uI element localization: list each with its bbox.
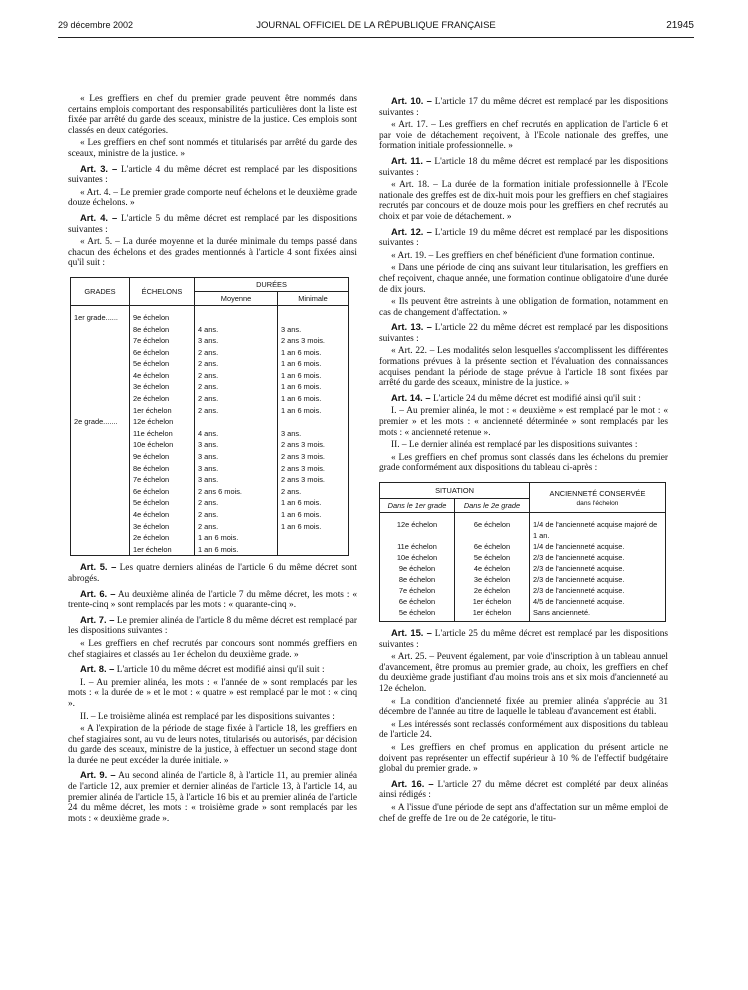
article-label: Art. 9. – [80,769,116,781]
article-4 [68,213,357,235]
article-label: Art. 14. – [391,391,431,403]
article-text: Au deuxième alinéa de l'article 7 du même décret, les mots : « trente-cinq » sont remplacés par les mots : « quarante-cinq ». [68,589,357,611]
left-column [68,94,357,826]
header-title: JOURNAL OFFICIEL DE LA RÉPUBLIQUE FRANÇAISE [256,20,496,31]
table-cell: 1 an 6 mois. [278,370,349,382]
table-cell [71,497,130,509]
table-row [71,497,349,509]
table-cell: 8e échelon [130,324,195,336]
table-cell: 1er échelon [130,405,195,417]
table-cell: 2 ans. [195,381,278,393]
quote: « Les greffiers en chef recrutés par concours sont nommés greffiers en chef stagiaires et classés au 1er échelon du deuxième grade. » [68,638,357,660]
table-cell: 6e échelon [455,541,530,552]
table-cell: 2e grade....... [71,416,130,428]
article-text: Le premier alinéa de l'article 8 du même décret est remplacé par les dispositions suivantes : [68,615,358,637]
anciennete-title: ANCIENNETÉ CONSERVÉE [549,488,646,498]
table-cell: 1 an 6 mois. [278,347,349,359]
table-cell: 9e échelon [130,451,195,463]
table-cell: 12e échelon [380,519,455,541]
col-header-minimale: Minimale [278,291,349,305]
table-cell: 2 ans. [195,393,278,405]
table-cell: 1 an 6 mois. [278,358,349,370]
article-9 [68,770,357,824]
table-row [71,324,349,336]
table-cell: 2 ans. [195,358,278,370]
article-text: L'article 24 du même décret est modifié ainsi qu'il suit : [432,393,641,404]
table-cell: 11e échelon [130,428,195,440]
table-cell: 2 ans. [195,497,278,509]
col-header-situation: SITUATION [380,483,530,499]
article-7 [68,615,357,637]
table-row [71,463,349,475]
table-row [71,347,349,359]
table-row [71,474,349,486]
article-8 [68,664,357,676]
table-cell: 3e échelon [130,521,195,533]
article-text: L'article 10 du même décret est modifié ainsi qu'il suit : [116,665,325,676]
paragraph: I. – Au premier alinéa, les mots : « l'année de » sont remplacés par les mots : « la durée de » et le mot : « quatre » est remplacé par le mot : « cinq ». [68,677,357,709]
table-cell [71,381,130,393]
quote: « Les intéressés sont reclassés conformément aux dispositions du tableau de l'article 24. [379,719,668,741]
page-header [58,20,694,34]
table-row [71,428,349,440]
table-cell [71,428,130,440]
table-cell: 2 ans. [195,347,278,359]
table-row [380,574,666,585]
table-cell: 2 ans 3 mois. [278,474,349,486]
table-cell: 1 an 6 mois. [278,521,349,533]
table-cell: 2 ans 3 mois. [278,335,349,347]
quote: « Les greffiers en chef promus sont classés dans les échelons du premier grade conformément aux dispositions du tableau ci-après : [379,452,668,474]
table-cell: 4/5 de l'ancienneté acquise. [530,596,666,607]
table-cell: 10e échelon [130,439,195,451]
table-cell: 1/4 de l'ancienneté acquise. [530,541,666,552]
table-cell: 2 ans 6 mois. [195,486,278,498]
table-cell: 2 ans. [278,486,349,498]
durations-table [70,277,349,556]
table-cell: 1 an 6 mois. [195,544,278,556]
table-cell: 5e échelon [380,607,455,622]
table-cell: 1 an 6 mois. [278,405,349,417]
article-text: L'article 17 du même décret est remplacé par les dispositions suivantes : [379,97,668,118]
table-cell: 8e échelon [130,463,195,475]
table-cell [71,324,130,336]
table-row [71,358,349,370]
article-label: Art. 15. – [391,627,432,638]
article-label: Art. 4. – [80,211,118,223]
quote: « Art. 19. – Les greffiers en chef bénéficient d'une formation continue. [391,250,655,261]
table-cell: 12e échelon [130,416,195,428]
table-cell: 2 ans 3 mois. [278,451,349,463]
table-row [71,312,349,324]
table-cell: 4e échelon [130,370,195,382]
col-header-moyenne: Moyenne [195,291,278,305]
table-cell: 7e échelon [130,474,195,486]
article-16 [379,779,668,801]
table-cell: 1er échelon [455,607,530,622]
article-text: L'article 5 du même décret est remplacé par les dispositions suivantes : [68,213,357,235]
table-row [71,486,349,498]
table-cell: 2 ans. [195,405,278,417]
table-row [380,563,666,574]
table-cell [71,463,130,475]
col-header-anciennete [530,483,666,513]
table-cell [71,347,130,359]
table-cell: 1 an 6 mois. [278,497,349,509]
table-cell [278,532,349,544]
table-cell [71,439,130,451]
table-cell [278,416,349,428]
table-cell: 1 an 6 mois. [278,509,349,521]
table-cell: 1 an 6 mois. [278,381,349,393]
table-row [71,439,349,451]
article-label: Art. 10. – [391,95,432,106]
reclassification-table [379,482,666,622]
col-header-durees: DURÉES [195,277,349,291]
table-cell: 3 ans. [195,439,278,451]
table-cell: 3e échelon [455,574,530,585]
table-cell [71,370,130,382]
paragraph: « Les greffiers en chef du premier grade peuvent être nommés dans certains emplois comportant des responsabilités particulières dont la liste est fixée par arrêté du garde des sceaux, ministre de la justice. Ces emplois sont classés en deux catégories. [68,94,357,136]
table-cell: 1/4 de l'ancienneté acquise majoré de 1 an. [530,519,666,541]
table-cell [71,521,130,533]
table-row [71,370,349,382]
reclassification-table-body [380,513,666,622]
quote: « Art. 18. – La durée de la formation initiale professionnelle à l'Ecole nationale des greffes est de dix-huit mois pour les greffiers en chef stagiaires recrutés par concours et de douze mois pour les greffiers en chef recrutés au choix et par voie de détachement. » [379,180,668,222]
quote: « Ils peuvent être astreints à une obligation de formation, notamment en cas de changement d'affectation. » [379,297,668,318]
quote: « Art. 17. – Les greffiers en chef recrutés en application de l'article 6 et par voie de détachement reçoivent, à l'Ecole nationale des greffes, une formation initiale professionnelle. » [379,120,668,152]
table-cell: 6e échelon [130,486,195,498]
table-row [71,521,349,533]
header-page-number: 21945 [666,20,694,31]
article-text: L'article 4 du même décret est remplacé par les dispositions suivantes : [68,164,357,186]
table-cell: 8e échelon [380,574,455,585]
quote: « Art. 5. – La durée moyenne et la durée minimale du temps passé dans chacun des échelons et des grades mentionnés à l'article 4 sont fixées ainsi qu'il suit : [68,237,357,269]
table-row [71,544,349,556]
article-label: Art. 16. – [391,777,434,789]
durations-table-body [71,305,349,555]
table-cell: 6e échelon [380,596,455,607]
header-rule [58,37,694,38]
table-cell: 1er grade...... [71,312,130,324]
table-cell: 5e échelon [130,497,195,509]
table-cell: 2 ans 3 mois. [278,439,349,451]
table-cell: 5e échelon [455,552,530,563]
paragraph: II. – Le dernier alinéa est remplacé par les dispositions suivantes : [391,440,638,451]
table-cell: 3 ans. [278,428,349,440]
table-cell: 5e échelon [130,358,195,370]
article-6 [68,589,357,611]
table-cell: 2 ans. [195,521,278,533]
table-cell [71,544,130,556]
article-text: L'article 19 du même décret est remplacé par les dispositions suivantes : [379,227,668,249]
table-cell: 2e échelon [130,393,195,405]
table-row [380,596,666,607]
table-cell: 2e échelon [130,532,195,544]
quote: « Art. 4. – Le premier grade comporte neuf échelons et le deuxième grade douze échelons. » [68,187,357,209]
table-row [380,585,666,596]
table-cell: 2e échelon [455,585,530,596]
col-header-echelons: ÉCHELONS [130,277,195,305]
article-label: Art. 3. – [80,162,118,174]
header-date: 29 décembre 2002 [58,20,134,30]
quote: « Art. 22. – Les modalités selon lesquelles s'accomplissent les différentes formations prévues à la présente section et l'évaluation des connaissances acquises pendant la période de stage prévue à l'article 18 sont fixées par arrêté du garde des sceaux, ministre de la justice. » [379,346,668,389]
table-cell: 7e échelon [380,585,455,596]
article-label: Art. 5. – [80,561,117,573]
article-text: L'article 18 du même décret est remplacé par les dispositions suivantes : [379,156,668,178]
table-cell [71,451,130,463]
table-cell: 3 ans. [195,474,278,486]
table-cell: 3 ans. [278,324,349,336]
table-cell: 2 ans 3 mois. [278,463,349,475]
table-row [380,552,666,563]
col-header-grades: GRADES [71,277,130,305]
quote: « A l'issue d'une période de sept ans d'affectation sur un même emploi de chef de greffe de 1re ou de 2e catégorie, le titu- [379,802,668,824]
table-row [380,541,666,552]
table-cell [195,416,278,428]
table-cell: 2/3 de l'ancienneté acquise. [530,563,666,574]
table-cell: Sans ancienneté. [530,607,666,622]
article-3 [68,164,357,186]
table-row [71,532,349,544]
table-cell [71,532,130,544]
article-label: Art. 13. – [391,321,432,333]
article-text: Au second alinéa de l'article 8, à l'article 11, au premier alinéa de l'article 12, aux premier et dernier alinéas de l'article 13, à l'article 14, au premier alinéa de l'article 15, à l'article 16 bis et au premier alinéa de l'article 24 du même décret, les mots : « troisième grade » sont remplacés par les mots : « deuxième grade ». [68,771,358,824]
article-label: Art. 8. – [80,663,115,675]
table-cell [71,358,130,370]
table-cell [71,405,130,417]
table-row [380,607,666,622]
table-cell [278,312,349,324]
table-cell: 2 ans. [195,509,278,521]
table-cell: 7e échelon [130,335,195,347]
table-cell: 9e échelon [130,312,195,324]
paragraph: II. – Le troisième alinéa est remplacé par les dispositions suivantes : [80,711,335,722]
table-cell [71,509,130,521]
article-label: Art. 6. – [80,587,116,599]
table-cell: 4e échelon [455,563,530,574]
table-row [71,416,349,428]
quote: « Les greffiers en chef promus en application du présent article ne doivent pas représenter un effectif supérieur à 10 % de l'effectif budgétaire global du premier grade. » [379,742,668,775]
article-15 [379,628,668,650]
table-row [71,509,349,521]
table-cell: 10e échelon [380,552,455,563]
table-row [380,519,666,541]
table-cell: 11e échelon [380,541,455,552]
article-text: L'article 25 du même décret est remplacé par les dispositions suivantes : [379,629,668,650]
article-text: L'article 27 du même décret est complété par deux alinéas ainsi rédigés : [379,779,668,801]
table-cell: 6e échelon [455,519,530,541]
paragraph: « Les greffiers en chef sont nommés et titularisés par arrêté du garde des sceaux, ministre de la justice. » [68,138,357,159]
table-cell [71,335,130,347]
col-header-grade-2: Dans le 2e grade [455,499,530,513]
quote: « La condition d'ancienneté fixée au premier alinéa s'apprécie au 31 décembre de l'année au titre de laquelle le tableau d'avancement est établi. [379,696,668,718]
table-cell: 3 ans. [195,463,278,475]
anciennete-subtitle: dans l'échelon [576,499,619,507]
article-10 [379,96,668,118]
article-text: L'article 22 du même décret est remplacé par les dispositions suivantes : [379,323,668,344]
table-cell: 1 an 6 mois. [195,532,278,544]
table-row [71,405,349,417]
col-header-grade-1: Dans le 1er grade [380,499,455,513]
article-13 [379,322,668,344]
table-cell: 1er échelon [130,544,195,556]
table-cell [71,486,130,498]
paragraph: I. – Au premier alinéa, le mot : « deuxième » est remplacé par le mot : « premier » et les mots : « ancienneté déterminée » sont remplacés par les mots : « ancienneté retenue ». [379,406,668,438]
table-cell: 9e échelon [380,563,455,574]
article-14 [379,393,668,405]
table-cell: 3e échelon [130,381,195,393]
article-label: Art. 12. – [391,225,432,237]
quote: « Art. 25. – Peuvent également, par voie d'inscription à un tableau annuel d'avancement, être promus au premier grade, au choix, les greffiers en chef du deuxième grade justifiant d'au moins trois ans et six mois d'ancienneté au 12e échelon. [379,652,668,694]
table-cell: 1 an 6 mois. [278,393,349,405]
table-row [71,381,349,393]
table-cell: 3 ans. [195,335,278,347]
table-cell [71,474,130,486]
table-row [71,393,349,405]
table-cell [71,393,130,405]
table-cell: 4e échelon [130,509,195,521]
table-row [71,335,349,347]
table-cell: 4 ans. [195,324,278,336]
table-cell: 2/3 de l'ancienneté acquise. [530,585,666,596]
table-cell: 2/3 de l'ancienneté acquise. [530,552,666,563]
table-cell: 1er échelon [455,596,530,607]
article-text: Les quatre derniers alinéas de l'article 6 du même décret sont abrogés. [68,563,358,584]
table-cell: 3 ans. [195,451,278,463]
article-12 [379,227,668,249]
right-column [379,96,668,826]
article-label: Art. 11. – [391,154,432,166]
table-row [71,451,349,463]
quote: « A l'expiration de la période de stage fixée à l'article 18, les greffiers en chef stagiaires sont, au vu de leurs notes, titularisés ou autorisés, par décision du garde des sceaux, ministre de la justice, à effectuer un second stage dont la durée ne peut excéder la durée initiale. » [68,724,357,766]
table-cell [195,312,278,324]
table-cell: 2 ans. [195,370,278,382]
article-11 [379,156,668,178]
table-cell: 6e échelon [130,347,195,359]
article-5 [68,562,357,584]
table-cell: 4 ans. [195,428,278,440]
table-cell [278,544,349,556]
quote: « Dans une période de cinq ans suivant leur titularisation, les greffiers en chef reçoivent, chaque année, une formation continue obligatoire d'une durée de dix jours. [379,263,668,295]
article-label: Art. 7. – [80,613,115,625]
table-cell: 2/3 de l'ancienneté acquise. [530,574,666,585]
